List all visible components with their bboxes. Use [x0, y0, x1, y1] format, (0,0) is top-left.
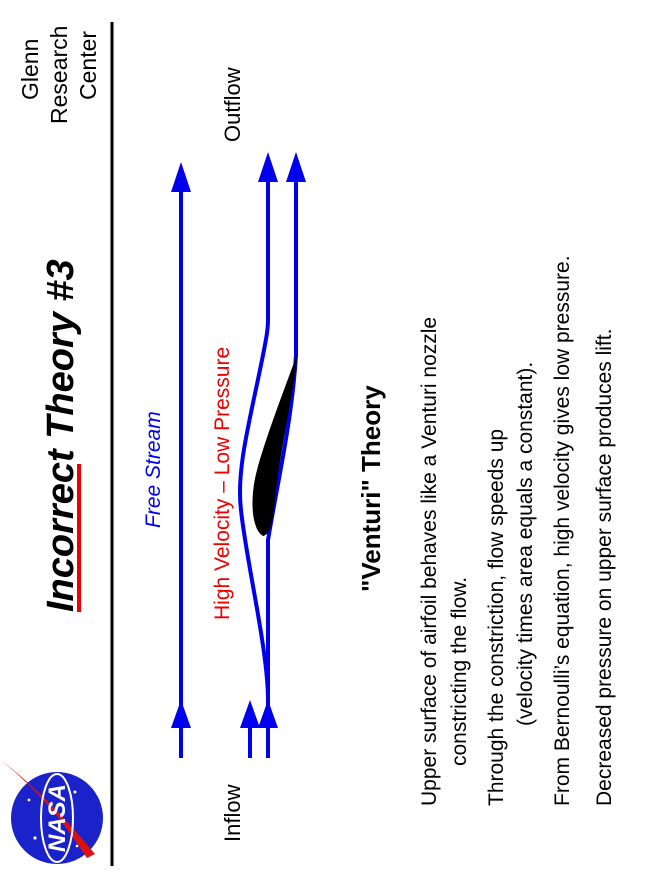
free-stream-label: Free Stream [142, 411, 165, 528]
bullet-2-line-1: Through the constriction, flow speeds up [485, 428, 508, 806]
org-line-3: Center [75, 30, 101, 100]
bullet-1-line-2: constricting the flow. [448, 576, 471, 766]
bullet-4-line-1: Decreased pressure on upper surface produces lift. [593, 328, 616, 806]
org-line-1: Glenn [17, 38, 43, 100]
lower-streamline-arrow-outflow [286, 152, 306, 182]
bullet-2-line-2: (velocity times area equals a constant). [514, 361, 537, 726]
page-title [40, 259, 82, 612]
bullet-1-line-1: Upper surface of airfoil behaves like a Venturi nozzle [418, 316, 441, 806]
nasa-logo [1, 760, 103, 864]
bullet-3-line-1: From Bernoulli’s equation, high velocity gives low pressure. [551, 255, 574, 806]
free-stream-arrow-outflow [171, 162, 191, 192]
inflow-arrow-lower [240, 700, 260, 728]
inflow-label: Inflow [220, 784, 245, 842]
upper-streamline-arrow-outflow [258, 152, 278, 182]
outflow-label: Outflow [220, 67, 245, 142]
org-label [17, 26, 101, 124]
high-velocity-label: High Velocity – Low Pressure [211, 346, 234, 620]
free-stream-arrow-inflow [171, 700, 191, 728]
nasa-logo-text: NASA [44, 783, 71, 853]
org-line-2: Research [46, 25, 72, 124]
theory-title: "Venturi" Theory [356, 385, 386, 592]
svg-text:Incorrect Theory #3: Incorrect Theory #3 [40, 259, 82, 612]
